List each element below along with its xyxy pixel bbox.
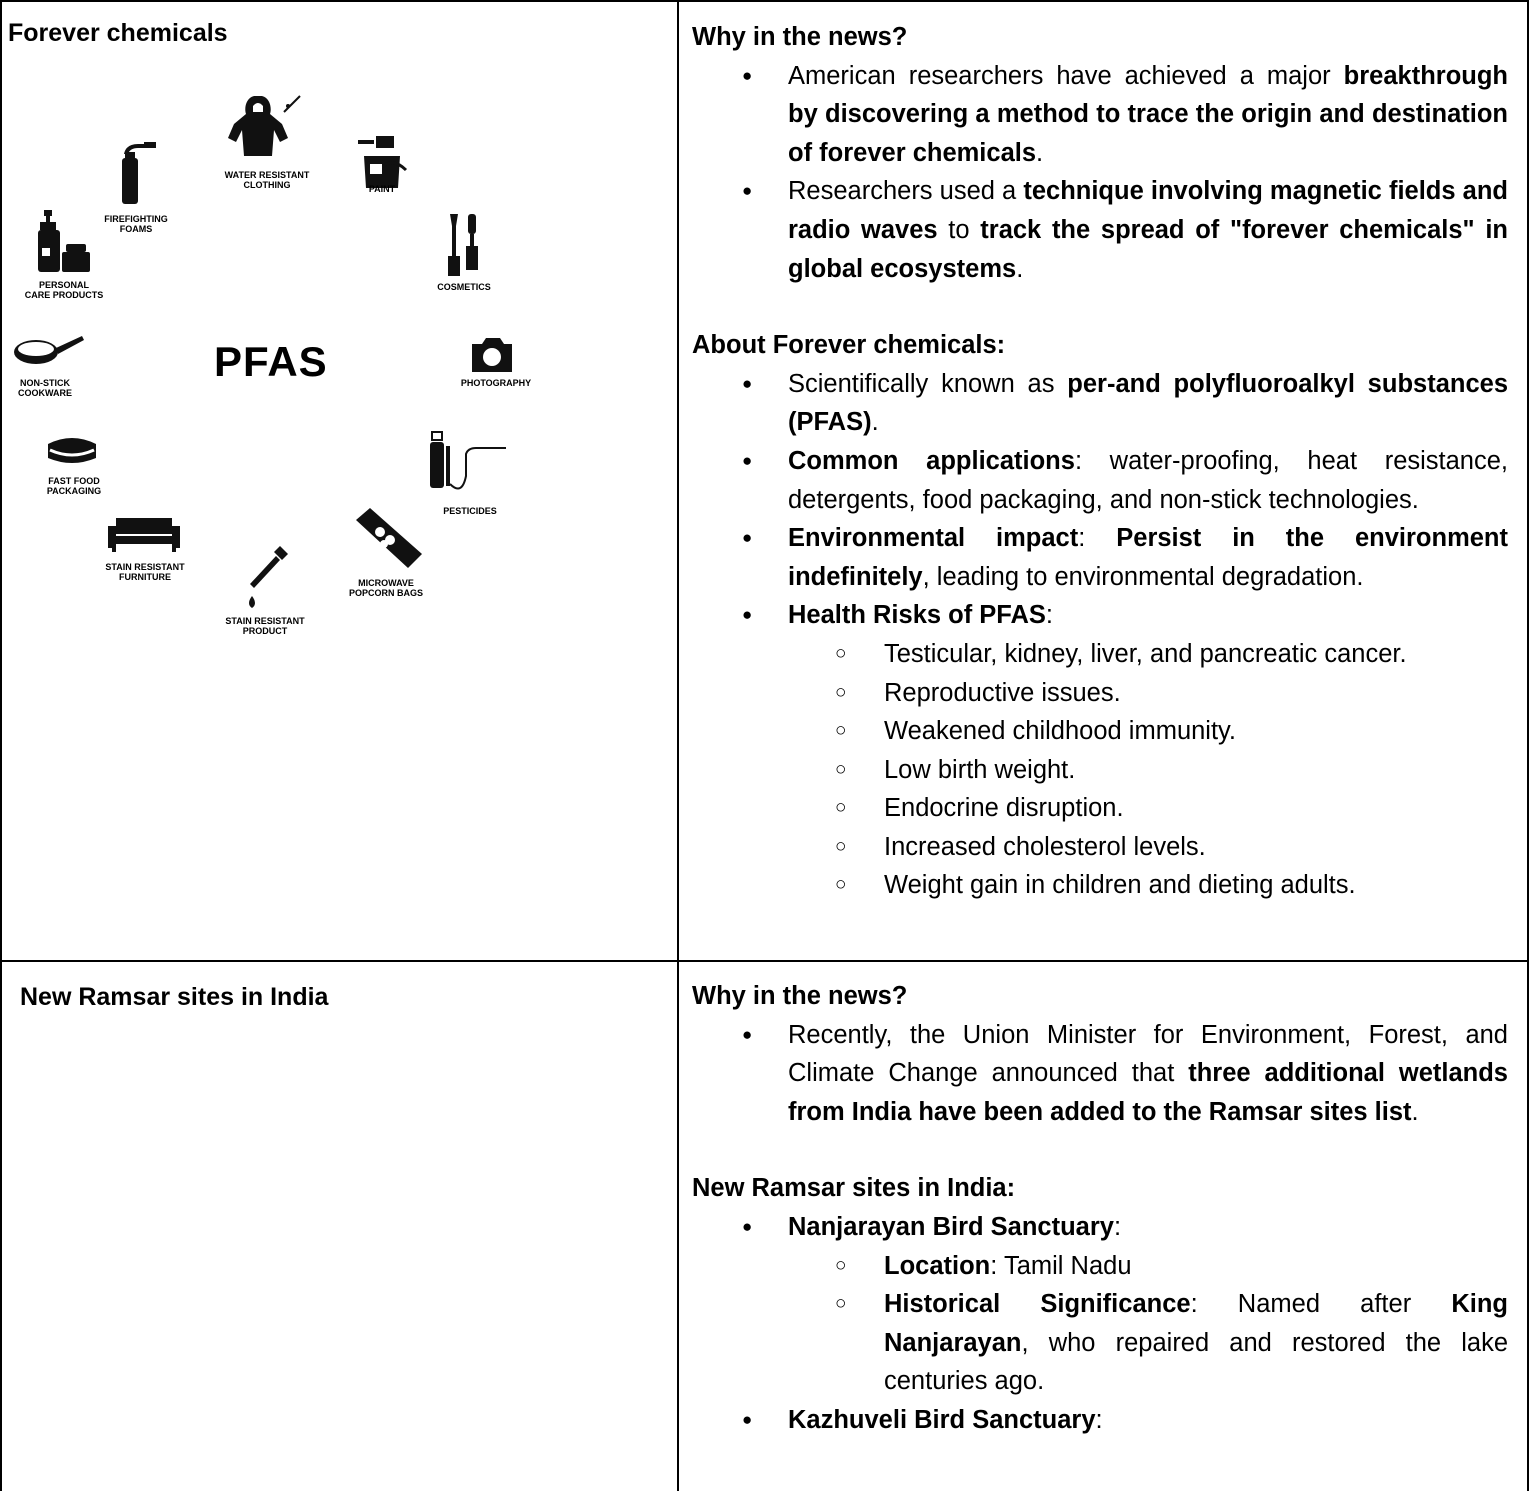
table-border-top <box>0 0 1529 2</box>
frying-pan-icon <box>12 334 84 370</box>
list-item: ○ Low birth weight. <box>884 751 1508 790</box>
row1-content <box>692 18 1508 905</box>
non-stick-cookware-label: NON-STICK COOKWARE <box>18 378 72 398</box>
sofa-icon <box>106 516 182 552</box>
camera-icon <box>468 336 516 374</box>
photography-label: PHOTOGRAPHY <box>460 378 532 388</box>
food-box-icon <box>44 432 100 472</box>
row2-title: New Ramsar sites in India <box>20 983 329 1011</box>
paint-bucket-icon <box>356 134 410 190</box>
list-item: ○ Weakened childhood immunity. <box>884 712 1508 751</box>
stain-resistant-product-label: STAIN RESISTANT PRODUCT <box>225 616 305 636</box>
table-border-right <box>1527 0 1529 1491</box>
personal-care-icon <box>36 208 94 274</box>
stain-resistant-furniture-label: STAIN RESISTANT FURNITURE <box>105 562 185 582</box>
list-item: ○ Weight gain in children and dieting adults. <box>884 866 1508 905</box>
list-item: ○ Location: Tamil Nadu <box>884 1247 1508 1286</box>
pfas-center-label: PFAS <box>214 338 328 385</box>
row2-sites-list <box>692 1208 1508 1440</box>
pesticides-label: PESTICIDES <box>443 506 497 516</box>
list-item: ○ Testicular, kidney, liver, and pancreatic cancer. <box>884 635 1508 674</box>
row2-why-list <box>692 1016 1508 1132</box>
table-row-divider <box>0 960 1529 962</box>
dropper-icon <box>242 544 292 610</box>
list-item: ● Health Risks of PFAS: ○ Testicular, kidney, liver, and pancreatic cancer. ○ Reproductive issues. ○ Weakened childhood immunity. ○ Low birth weight. ○ Endocrine disruption. ○ Increased cholesterol levels. ○ Weight gain in children and dieting adults. <box>788 596 1508 905</box>
pfas-infographic <box>0 70 560 660</box>
row2-content <box>692 977 1508 1440</box>
popcorn-bag-icon <box>350 506 424 570</box>
microwave-popcorn-bags-label: MICROWAVE POPCORN BAGS <box>348 578 423 598</box>
list-item: ○ Increased cholesterol levels. <box>884 828 1508 867</box>
jacket-icon <box>226 94 304 158</box>
row1-title: Forever chemicals <box>8 19 228 47</box>
row1-about-list <box>692 365 1508 905</box>
list-item: ○ Historical Significance: Named after King Nanjarayan, who repaired and restored the lake centuries ago. <box>884 1285 1508 1401</box>
row1-why-heading: Why in the news? <box>692 23 908 51</box>
list-item: ● American researchers have achieved a major breakthrough by discovering a method to trace the origin and destination of forever chemicals. <box>788 57 1508 173</box>
health-risks-list <box>788 635 1508 905</box>
cosmetics-label: COSMETICS <box>437 282 491 292</box>
fire-extinguisher-icon <box>116 140 160 206</box>
list-item: ● Common applications: water-proofing, heat resistance, detergents, food packaging, and non-stick technologies. <box>788 442 1508 519</box>
table-column-divider <box>677 0 679 1491</box>
row1-why-list <box>692 57 1508 289</box>
cosmetics-icon <box>444 210 484 278</box>
water-resistant-clothing-label: WATER RESISTANT CLOTHING <box>224 170 310 190</box>
personal-care-products-label: PERSONAL CARE PRODUCTS <box>24 280 104 300</box>
list-item: ● Nanjarayan Bird Sanctuary: ○ Location: Tamil Nadu ○ Historical Significance: Named after King Nanjarayan, who repaired and restored the lake centuries ago. <box>788 1208 1508 1401</box>
site1-details <box>788 1247 1508 1401</box>
firefighting-foams-label: FIREFIGHTING FOAMS <box>104 214 168 234</box>
list-item: ● Researchers used a technique involving magnetic fields and radio waves to track the spread of "forever chemicals" in global ecosystems. <box>788 172 1508 288</box>
row2-why-heading: Why in the news? <box>692 982 908 1010</box>
list-item: ● Kazhuveli Bird Sanctuary: <box>788 1401 1508 1440</box>
row2-sites-heading: New Ramsar sites in India: <box>692 1174 1016 1203</box>
fast-food-packaging-label: FAST FOOD PACKAGING <box>46 476 102 496</box>
paint-label: PAINT <box>368 184 396 194</box>
list-item: ● Scientifically known as per-and polyfluoroalkyl substances (PFAS). <box>788 365 1508 442</box>
sprayer-icon <box>428 430 508 498</box>
row1-about-heading: About Forever chemicals: <box>692 331 1006 360</box>
list-item: ○ Reproductive issues. <box>884 674 1508 713</box>
list-item: ○ Endocrine disruption. <box>884 789 1508 828</box>
list-item: ● Environmental impact: Persist in the environment indefinitely, leading to environmental degradation. <box>788 519 1508 596</box>
list-item: ● Recently, the Union Minister for Environment, Forest, and Climate Change announced that three additional wetlands from India have been added to the Ramsar sites list. <box>788 1016 1508 1132</box>
